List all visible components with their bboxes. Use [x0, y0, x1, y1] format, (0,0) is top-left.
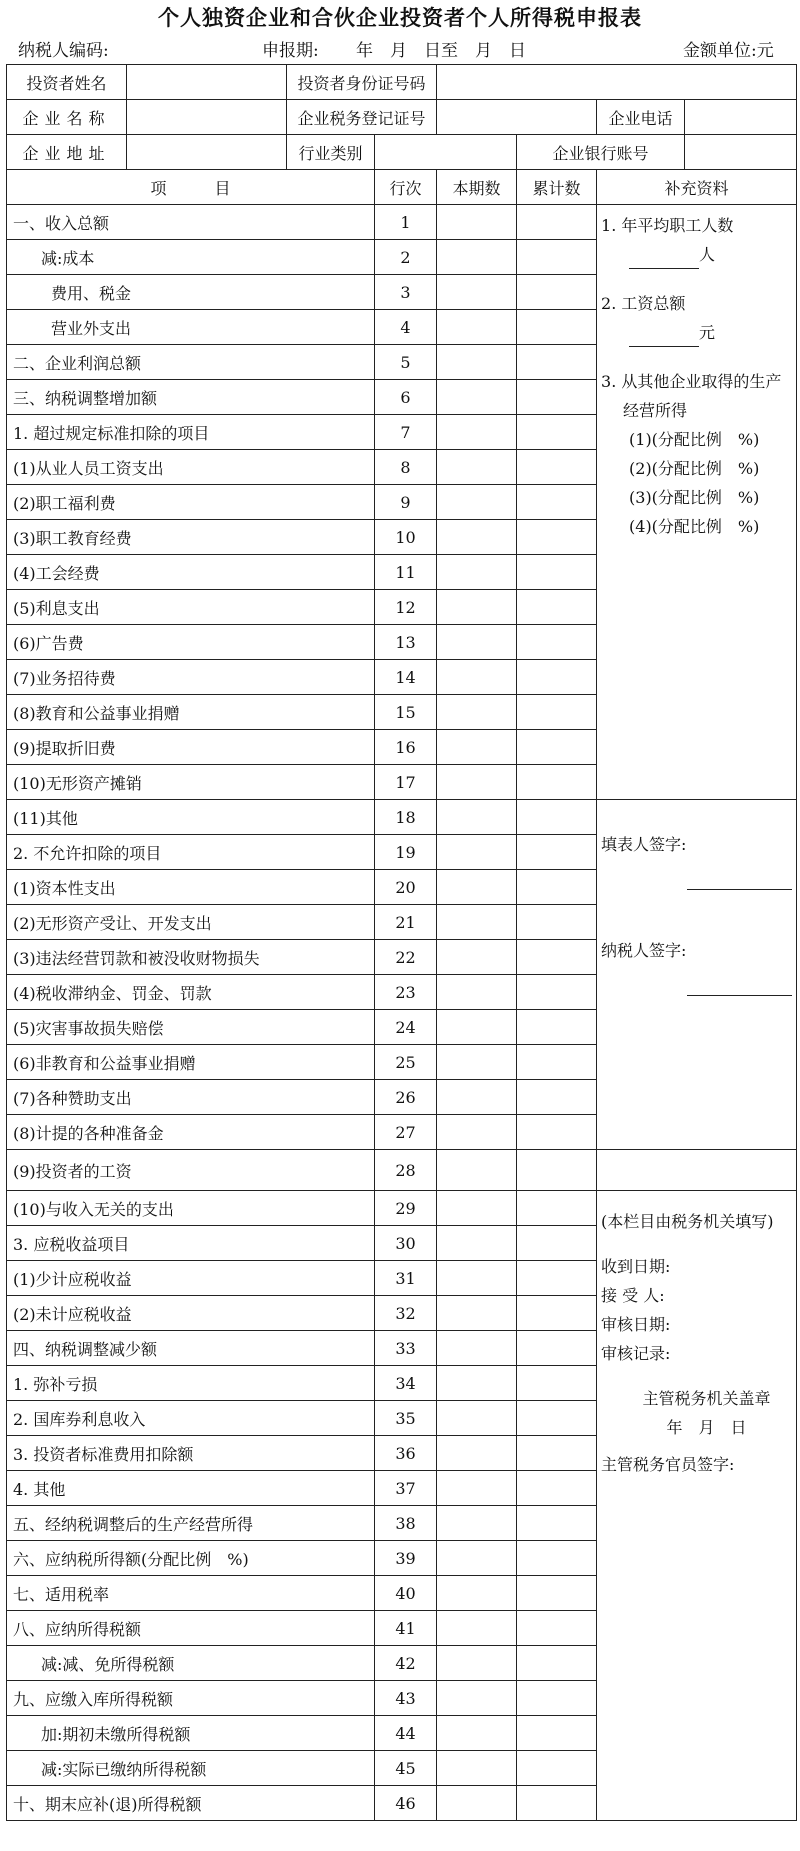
- officer-sign-label: 主管税务官员签字:: [601, 1455, 735, 1474]
- info-row-3: [7, 135, 797, 170]
- row-current-value[interactable]: [437, 1681, 517, 1716]
- row-number: 6: [375, 380, 437, 415]
- row-cumulative-value[interactable]: [517, 1331, 597, 1366]
- row-current-value[interactable]: [437, 1786, 517, 1821]
- row-cumulative-value[interactable]: [517, 1080, 597, 1115]
- row-current-value[interactable]: [437, 1261, 517, 1296]
- row-cumulative-value[interactable]: [517, 765, 597, 800]
- row-number: 7: [375, 415, 437, 450]
- bank-account-field[interactable]: [685, 135, 797, 170]
- taxpayer-sign-line[interactable]: [687, 975, 792, 996]
- supp-ratio-3: (3)(分配比例 %): [629, 488, 760, 507]
- row-current-value[interactable]: [437, 1045, 517, 1080]
- row-current-value[interactable]: [437, 940, 517, 975]
- col-item-header: 项 目: [7, 170, 375, 205]
- row-item-label: (6)广告费: [7, 625, 375, 660]
- row-current-value[interactable]: [437, 275, 517, 310]
- row-current-value[interactable]: [437, 1366, 517, 1401]
- row-item-label: (2)职工福利费: [7, 485, 375, 520]
- supplement-cell: [597, 205, 797, 800]
- column-header-row: [7, 170, 797, 205]
- row-item-label: (3)违法经营罚款和被没收财物损失: [7, 940, 375, 975]
- row-current-value[interactable]: [437, 240, 517, 275]
- row-number: 1: [375, 205, 437, 240]
- row-number: 45: [375, 1751, 437, 1786]
- row-item-label: (4)工会经费: [7, 555, 375, 590]
- row-number: 2: [375, 240, 437, 275]
- signature-cell: [597, 800, 797, 1150]
- row-cumulative-value[interactable]: [517, 1751, 597, 1786]
- supp-item1: 1. 年平均职工人数: [601, 216, 734, 235]
- row-item-label: (10)与收入无关的支出: [7, 1191, 375, 1226]
- row-item-label: (8)计提的各种准备金: [7, 1115, 375, 1150]
- row-cumulative-value[interactable]: [517, 730, 597, 765]
- row-cumulative-value[interactable]: [517, 1045, 597, 1080]
- row-number: 30: [375, 1226, 437, 1261]
- row-number: 35: [375, 1401, 437, 1436]
- row-cumulative-value[interactable]: [517, 975, 597, 1010]
- row-number: 18: [375, 800, 437, 835]
- row-number: 12: [375, 590, 437, 625]
- supp-ratio-1: (1)(分配比例 %): [629, 430, 760, 449]
- row-number: 11: [375, 555, 437, 590]
- taxpayer-sign-label: 纳税人签字:: [601, 941, 687, 960]
- row-number: 34: [375, 1366, 437, 1401]
- received-date-label: 收到日期:: [601, 1257, 671, 1276]
- row-cumulative-value[interactable]: [517, 1471, 597, 1506]
- row-current-value[interactable]: [437, 730, 517, 765]
- col-cumulative-header: 累计数: [517, 170, 597, 205]
- row-number: 43: [375, 1681, 437, 1716]
- table-row: [7, 800, 797, 835]
- row-current-value[interactable]: [437, 1576, 517, 1611]
- row-cumulative-value[interactable]: [517, 1541, 597, 1576]
- investor-name-field[interactable]: [127, 65, 287, 100]
- row-number: 15: [375, 695, 437, 730]
- row-current-value[interactable]: [437, 765, 517, 800]
- row-item-label: 1. 弥补亏损: [7, 1366, 375, 1401]
- supp-item2: 2. 工资总额: [601, 294, 686, 313]
- table-row: [7, 205, 797, 240]
- row-current-value[interactable]: [437, 205, 517, 240]
- row-item-label: (1)从业人员工资支出: [7, 450, 375, 485]
- row-number: 38: [375, 1506, 437, 1541]
- row-number: 19: [375, 835, 437, 870]
- col-row-no-header: 行次: [375, 170, 437, 205]
- row-cumulative-value[interactable]: [517, 450, 597, 485]
- row-item-label: (5)灾害事故损失赔偿: [7, 1010, 375, 1045]
- supp-ratio-4: (4)(分配比例 %): [629, 517, 760, 536]
- industry-label: 行业类别: [287, 135, 375, 170]
- row-item-label: 二、企业利润总额: [7, 345, 375, 380]
- row-number: 33: [375, 1331, 437, 1366]
- row-item-label: 2. 不允许扣除的项目: [7, 835, 375, 870]
- row-number: 31: [375, 1261, 437, 1296]
- row-number: 14: [375, 660, 437, 695]
- row-number: 16: [375, 730, 437, 765]
- supp-item1-blank[interactable]: [629, 250, 699, 269]
- row-item-label: (9)投资者的工资: [7, 1150, 375, 1191]
- row-cumulative-value[interactable]: [517, 310, 597, 345]
- row-number: 39: [375, 1541, 437, 1576]
- row-cumulative-value[interactable]: [517, 520, 597, 555]
- company-address-label: 企业地址: [7, 135, 127, 170]
- office-note: (本栏目由税务机关填写): [601, 1212, 774, 1231]
- office-stamp-date: 年 月 日: [666, 1418, 747, 1437]
- company-phone-field[interactable]: [685, 100, 797, 135]
- row-item-label: (7)业务招待费: [7, 660, 375, 695]
- info-row-1: [7, 65, 797, 100]
- row-cumulative-value[interactable]: [517, 1436, 597, 1471]
- row-cumulative-value[interactable]: [517, 1366, 597, 1401]
- row-current-value[interactable]: [437, 1296, 517, 1331]
- unit-label: 金额单位:元: [683, 41, 774, 61]
- row-item-label: 2. 国库券利息收入: [7, 1401, 375, 1436]
- row-cumulative-value[interactable]: [517, 555, 597, 590]
- row-current-value[interactable]: [437, 1541, 517, 1576]
- filler-sign-line[interactable]: [687, 869, 792, 890]
- table-row: [7, 1191, 797, 1226]
- row-cumulative-value[interactable]: [517, 275, 597, 310]
- form-title: 个人独资企业和合伙企业投资者个人所得税申报表: [158, 5, 642, 30]
- row-number: 46: [375, 1786, 437, 1821]
- period-value: 年 月 日至 月 日: [356, 41, 526, 61]
- row-cumulative-value[interactable]: [517, 485, 597, 520]
- row-number: 44: [375, 1716, 437, 1751]
- row-number: 27: [375, 1115, 437, 1150]
- row-number: 5: [375, 345, 437, 380]
- row-current-value[interactable]: [437, 870, 517, 905]
- row-item-label: (5)利息支出: [7, 590, 375, 625]
- row-item-label: 九、应缴入库所得税额: [7, 1681, 375, 1716]
- row-cumulative-value[interactable]: [517, 625, 597, 660]
- row-current-value[interactable]: [437, 1191, 517, 1226]
- row-number: 23: [375, 975, 437, 1010]
- row-number: 9: [375, 485, 437, 520]
- row-number: 24: [375, 1010, 437, 1045]
- row-number: 20: [375, 870, 437, 905]
- row-cumulative-value[interactable]: [517, 1401, 597, 1436]
- row-number: 26: [375, 1080, 437, 1115]
- row-number: 29: [375, 1191, 437, 1226]
- row-current-value[interactable]: [437, 590, 517, 625]
- blank-side-cell: [597, 1150, 797, 1191]
- row-cumulative-value[interactable]: [517, 1010, 597, 1045]
- row-item-label: (4)税收滞纳金、罚金、罚款: [7, 975, 375, 1010]
- col-supplement-header: 补充资料: [597, 170, 797, 205]
- tax-reg-no-label: 企业税务登记证号: [287, 100, 437, 135]
- row-item-label: 七、适用税率: [7, 1576, 375, 1611]
- row-item-label: 营业外支出: [7, 310, 375, 345]
- row-number: 25: [375, 1045, 437, 1080]
- row-item-label: 减:成本: [7, 240, 375, 275]
- row-cumulative-value[interactable]: [517, 1716, 597, 1751]
- row-cumulative-value[interactable]: [517, 1611, 597, 1646]
- company-address-field[interactable]: [127, 135, 287, 170]
- row-cumulative-value[interactable]: [517, 695, 597, 730]
- row-cumulative-value[interactable]: [517, 590, 597, 625]
- row-current-value[interactable]: [437, 415, 517, 450]
- row-current-value[interactable]: [437, 1611, 517, 1646]
- row-current-value[interactable]: [437, 1080, 517, 1115]
- row-cumulative-value[interactable]: [517, 205, 597, 240]
- row-current-value[interactable]: [437, 660, 517, 695]
- row-current-value[interactable]: [437, 485, 517, 520]
- row-cumulative-value[interactable]: [517, 1681, 597, 1716]
- row-number: 8: [375, 450, 437, 485]
- supp-item2-blank[interactable]: [629, 328, 699, 347]
- row-item-label: (1)少计应税收益: [7, 1261, 375, 1296]
- row-number: 13: [375, 625, 437, 660]
- row-cumulative-value[interactable]: [517, 1506, 597, 1541]
- office-stamp-label: 主管税务机关盖章: [642, 1389, 771, 1408]
- row-cumulative-value[interactable]: [517, 345, 597, 380]
- row-current-value[interactable]: [437, 1471, 517, 1506]
- row-current-value[interactable]: [437, 1646, 517, 1681]
- row-item-label: (1)资本性支出: [7, 870, 375, 905]
- review-date-label: 审核日期:: [601, 1315, 671, 1334]
- row-number: 17: [375, 765, 437, 800]
- row-current-value[interactable]: [437, 1331, 517, 1366]
- row-current-value[interactable]: [437, 1401, 517, 1436]
- row-current-value[interactable]: [437, 345, 517, 380]
- review-record-label: 审核记录:: [601, 1344, 671, 1363]
- row-current-value[interactable]: [437, 1506, 517, 1541]
- row-item-label: 减:减、免所得税额: [7, 1646, 375, 1681]
- row-number: 3: [375, 275, 437, 310]
- row-item-label: (2)未计应税收益: [7, 1296, 375, 1331]
- row-number: 40: [375, 1576, 437, 1611]
- investor-name-label: 投资者姓名: [7, 65, 127, 100]
- row-cumulative-value[interactable]: [517, 940, 597, 975]
- row-item-label: 六、应纳税所得额(分配比例 %): [7, 1541, 375, 1576]
- row-cumulative-value[interactable]: [517, 870, 597, 905]
- row-item-label: 一、收入总额: [7, 205, 375, 240]
- row-item-label: (8)教育和公益事业捐赠: [7, 695, 375, 730]
- row-current-value[interactable]: [437, 625, 517, 660]
- row-item-label: (3)职工教育经费: [7, 520, 375, 555]
- row-item-label: 加:期初未缴所得税额: [7, 1716, 375, 1751]
- row-number: 42: [375, 1646, 437, 1681]
- row-current-value[interactable]: [437, 1226, 517, 1261]
- row-number: 37: [375, 1471, 437, 1506]
- row-cumulative-value[interactable]: [517, 240, 597, 275]
- supp-item3: 3. 从其他企业取得的生产经营所得: [601, 372, 782, 420]
- row-cumulative-value[interactable]: [517, 1296, 597, 1331]
- row-item-label: 费用、税金: [7, 275, 375, 310]
- row-item-label: 减:实际已缴纳所得税额: [7, 1751, 375, 1786]
- row-item-label: 八、应纳所得税额: [7, 1611, 375, 1646]
- row-number: 21: [375, 905, 437, 940]
- row-cumulative-value[interactable]: [517, 1646, 597, 1681]
- row-item-label: (9)提取折旧费: [7, 730, 375, 765]
- table-row: [7, 1150, 797, 1191]
- row-cumulative-value[interactable]: [517, 1150, 597, 1191]
- taxpayer-id-label: 纳税人编码:: [18, 41, 109, 61]
- row-number: 10: [375, 520, 437, 555]
- row-number: 4: [375, 310, 437, 345]
- investor-id-label: 投资者身份证号码: [287, 65, 437, 100]
- supp-item1-unit: 人: [699, 245, 716, 264]
- receiver-label: 接 受 人:: [601, 1286, 665, 1305]
- row-current-value[interactable]: [437, 555, 517, 590]
- row-current-value[interactable]: [437, 520, 517, 555]
- row-item-label: 三、纳税调整增加额: [7, 380, 375, 415]
- row-cumulative-value[interactable]: [517, 800, 597, 835]
- company-phone-label: 企业电话: [597, 100, 685, 135]
- industry-field[interactable]: [375, 135, 517, 170]
- tax-office-cell: [597, 1191, 797, 1821]
- row-cumulative-value[interactable]: [517, 380, 597, 415]
- period-label: 申报期:: [262, 41, 319, 61]
- row-item-label: (2)无形资产受让、开发支出: [7, 905, 375, 940]
- row-number: 28: [375, 1150, 437, 1191]
- declaration-table: [6, 64, 797, 1821]
- row-current-value[interactable]: [437, 1716, 517, 1751]
- row-cumulative-value[interactable]: [517, 1576, 597, 1611]
- row-current-value[interactable]: [437, 800, 517, 835]
- row-cumulative-value[interactable]: [517, 905, 597, 940]
- row-item-label: (6)非教育和公益事业捐赠: [7, 1045, 375, 1080]
- row-number: 22: [375, 940, 437, 975]
- row-item-label: 十、期末应补(退)所得税额: [7, 1786, 375, 1821]
- row-item-label: (10)无形资产摊销: [7, 765, 375, 800]
- row-number: 41: [375, 1611, 437, 1646]
- row-cumulative-value[interactable]: [517, 835, 597, 870]
- row-item-label: 3. 投资者标准费用扣除额: [7, 1436, 375, 1471]
- row-current-value[interactable]: [437, 905, 517, 940]
- row-current-value[interactable]: [437, 450, 517, 485]
- row-current-value[interactable]: [437, 1010, 517, 1045]
- investor-id-field[interactable]: [437, 65, 797, 100]
- row-current-value[interactable]: [437, 1436, 517, 1471]
- bank-account-label: 企业银行账号: [517, 135, 685, 170]
- row-item-label: 四、纳税调整减少额: [7, 1331, 375, 1366]
- row-cumulative-value[interactable]: [517, 1226, 597, 1261]
- row-item-label: (7)各种赞助支出: [7, 1080, 375, 1115]
- tax-reg-no-field[interactable]: [437, 100, 597, 135]
- row-number: 32: [375, 1296, 437, 1331]
- row-cumulative-value[interactable]: [517, 1191, 597, 1226]
- row-cumulative-value[interactable]: [517, 415, 597, 450]
- row-cumulative-value[interactable]: [517, 1786, 597, 1821]
- filler-sign-label: 填表人签字:: [601, 835, 687, 854]
- company-name-label: 企业名称: [7, 100, 127, 135]
- row-current-value[interactable]: [437, 695, 517, 730]
- row-current-value[interactable]: [437, 975, 517, 1010]
- row-current-value[interactable]: [437, 1751, 517, 1786]
- row-number: 36: [375, 1436, 437, 1471]
- company-name-field[interactable]: [127, 100, 287, 135]
- row-item-label: 4. 其他: [7, 1471, 375, 1506]
- row-cumulative-value[interactable]: [517, 1261, 597, 1296]
- col-current-header: 本期数: [437, 170, 517, 205]
- row-item-label: 1. 超过规定标准扣除的项目: [7, 415, 375, 450]
- row-current-value[interactable]: [437, 310, 517, 345]
- row-cumulative-value[interactable]: [517, 660, 597, 695]
- supp-ratio-2: (2)(分配比例 %): [629, 459, 760, 478]
- row-item-label: 3. 应税收益项目: [7, 1226, 375, 1261]
- row-cumulative-value[interactable]: [517, 1115, 597, 1150]
- row-current-value[interactable]: [437, 380, 517, 415]
- row-current-value[interactable]: [437, 835, 517, 870]
- row-item-label: (11)其他: [7, 800, 375, 835]
- supp-item2-unit: 元: [699, 323, 716, 342]
- info-row-2: [7, 100, 797, 135]
- row-item-label: 五、经纳税调整后的生产经营所得: [7, 1506, 375, 1541]
- row-current-value[interactable]: [437, 1115, 517, 1150]
- row-current-value[interactable]: [437, 1150, 517, 1191]
